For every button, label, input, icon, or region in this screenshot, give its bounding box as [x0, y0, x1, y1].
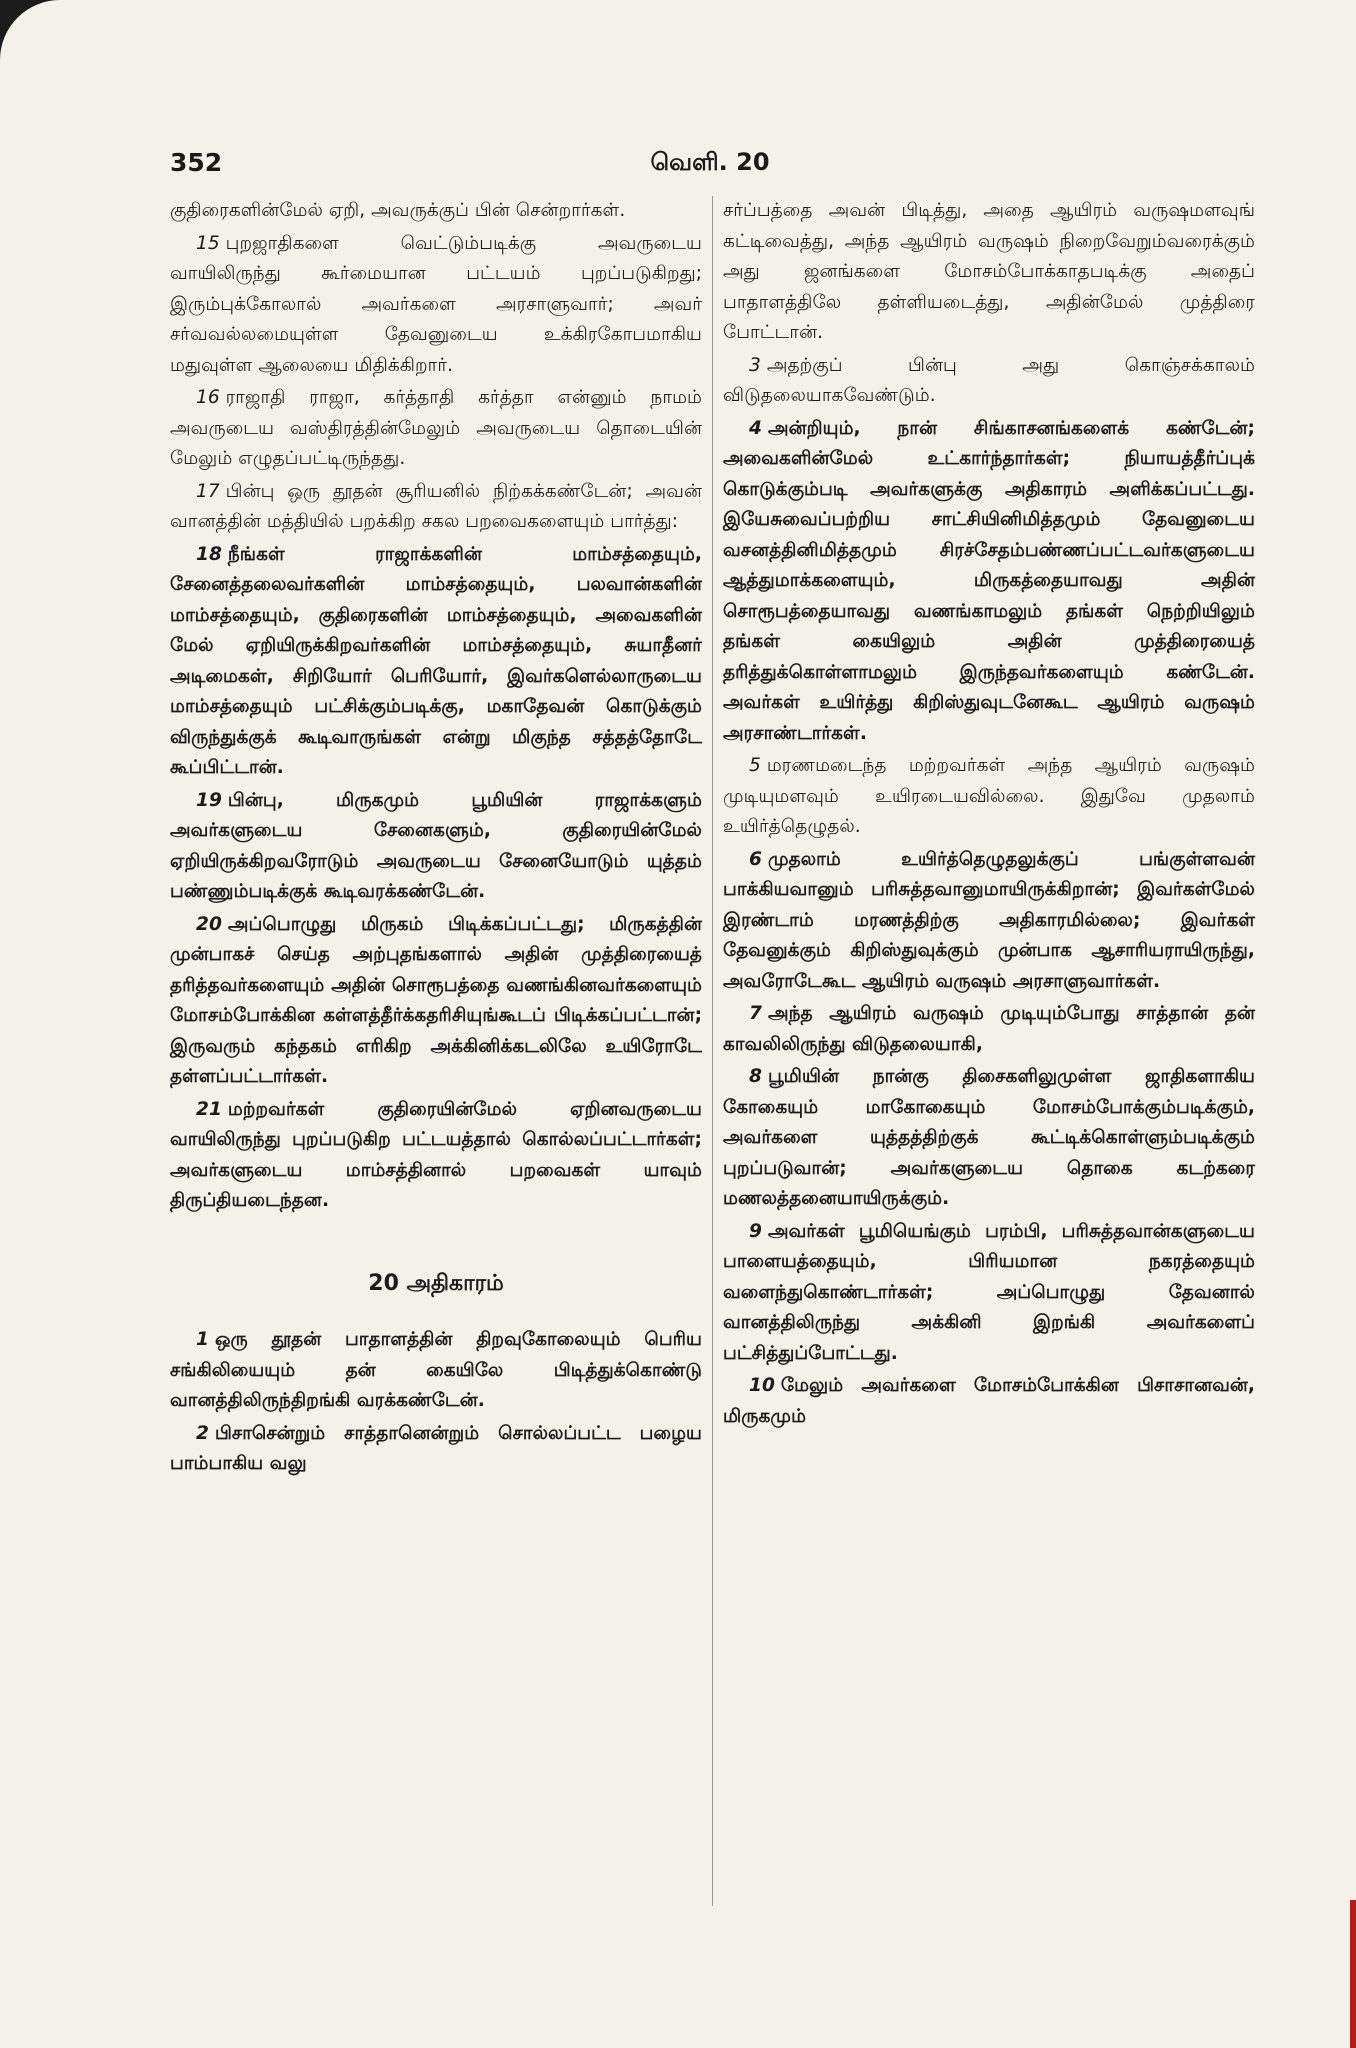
verse-paragraph	[723, 1217, 1255, 1370]
verse-text: அவர்கள் பூமியெங்கும் பரம்பி, பரிசுத்தவான்களுடைய பாளையத்தையும், பிரியமான நகரத்தையும் வளைந்துகொண்டார்கள்; அப்பொழுது தேவனால் வானத்திலிருந்து அக்கினி இறங்கி அவர்களைப் பட்சித்துப்போட்டது.	[723, 1220, 1255, 1364]
verse-text: பின்பு, மிருகமும் பூமியின் ராஜாக்களும் அவர்களுடைய சேனைகளும், குதிரையின்மேல் ஏறியிருக்கிறவரோடும் அவருடைய சேனையோடும் யுத்தம் பண்ணும்படிக்குக் கூடிவரக்கண்டேன்.	[170, 789, 702, 902]
page-number: 352	[170, 148, 223, 177]
verse-text: மரணமடைந்த மற்றவர்கள் அந்த ஆயிரம் வருஷம் முடியுமளவும் உயிரடையவில்லை. இதுவே முதலாம் உயிர்த்தெழுதல்.	[723, 755, 1255, 837]
verse-number: 21	[196, 1098, 222, 1120]
verse-text: ராஜாதி ராஜா, கர்த்தாதி கர்த்தா என்னும் நாமம் அவருடைய வஸ்திரத்தின்மேலும் அவருடைய தொடையின் மேலும் எழுதப்பட்டிருந்தது.	[170, 387, 702, 469]
verse-paragraph	[723, 751, 1255, 843]
verse-number: 6	[749, 848, 762, 870]
verse-text: மேலும் அவர்களை மோசம்போக்கின பிசாசானவன், மிருகமும்	[723, 1375, 1255, 1427]
verse-number: 2	[196, 1422, 209, 1444]
verse-number: 7	[749, 1003, 762, 1024]
verse-text: மற்றவர்கள் குதிரையின்மேல் ஏறினவருடைய வாயிலிருந்து புறப்படுகிற பட்டயத்தால் கொல்லப்பட்டார்கள்; அவர்களுடைய மாம்சத்தினால் பறவைகள் யாவும் திருப்தியடைந்தன.	[170, 1098, 702, 1211]
verse-paragraph	[723, 414, 1255, 750]
verse-number: 5	[749, 755, 761, 776]
chapter-title: 20 அதிகாரம்	[368, 1270, 504, 1296]
verse-text: முதலாம் உயிர்த்தெழுதலுக்குப் பங்குள்ளவன் பாக்கியவானும் பரிசுத்தவானுமாயிருக்கிறான்; இவர்கள்மேல் இரண்டாம் மரணத்திற்கு அதிகாரமில்லை; இவர்கள் தேவனுக்கும் கிறிஸ்துவுக்கும் முன்பாக ஆசாரியராயிருந்து, அவரோடேகூட ஆயிரம் வருஷம் அரசாளுவார்கள்.	[723, 848, 1255, 992]
verse-text: பூமியின் நான்கு திசைகளிலுமுள்ள ஜாதிகளாகிய கோகையும் மாகோகையும் மோசம்போக்கும்படிக்கும், அவர்களை யுத்தத்திற்குக் கூட்டிக்கொள்ளும்படிக்கும் புறப்படுவான்; அவர்களுடைய தொகை கடற்கரை மணலத்தனையாயிருக்கும்.	[723, 1066, 1255, 1209]
verse-text: அன்றியும், நான் சிங்காசனங்களைக் கண்டேன்; அவைகளின்மேல் உட்கார்ந்தார்கள்; நியாயத்தீர்ப்புக் கொடுக்கும்படி அவர்களுக்கு அதிகாரம் அளிக்கப்பட்டது. இயேசுவைப்பற்றிய சாட்சியினிமித்தமும் தேவனுடைய வசனத்தினிமித்தமும் சிரச்சேதம்பண்ணப்பட்டவர்களுடைய ஆத்துமாக்களையும், மிருகத்தையாவது அதின் சொரூபத்தையாவது வணங்காமலும் தங்கள் நெற்றியிலும் தங்கள் கையிலும் அதின் முத்திரையைத் தரித்துக்கொள்ளாமலும் இருந்தவர்களையும் கண்டேன். அவர்கள் உயிர்த்து கிறிஸ்துவுடனேகூட ஆயிரம் வருஷம் அரசாண்டார்கள்.	[723, 417, 1255, 744]
verse-number: 1	[196, 1329, 209, 1350]
verse-number: 15	[196, 232, 220, 254]
verse-text: அப்பொழுது மிருகம் பிடிக்கப்பட்டது; மிருகத்தின் முன்பாகச் செய்த அற்புதங்களால் அதின் முத்திரையைத் தரித்தவர்களையும் அதின் சொரூபத்தை வணங்கினவர்களையும் மோசம்போக்கின கள்ளத்தீர்க்கதரிசியுங்கூடப் பிடிக்கப்பட்டான்; இருவரும் கந்தகம் எரிகிற அக்கினிக்கடலிலே உயிரோடே தள்ளப்பட்டார்கள்.	[170, 913, 702, 1087]
verse-number: 9	[749, 1220, 762, 1242]
verse-text: பின்பு ஒரு தூதன் சூரியனில் நிற்கக்கண்டேன்; அவன் வானத்தின் மத்தியில் பறக்கிற சகல பறவைகளையும் பார்த்து:	[170, 480, 702, 532]
verse-paragraph	[170, 1095, 702, 1217]
verse-paragraph	[723, 845, 1255, 998]
verse-text: அதற்குப் பின்பு அது கொஞ்சக்காலம் விடுதலையாகவேண்டும்.	[723, 354, 1255, 406]
verse-text: குதிரைகளின்மேல் ஏறி, அவருக்குப் பின் சென்றார்கள்.	[170, 200, 626, 221]
verse-number: 4	[749, 417, 762, 439]
verse-paragraph	[723, 196, 1255, 349]
verse-text: நீங்கள் ராஜாக்களின் மாம்சத்தையும், சேனைத்தலைவர்களின் மாம்சத்தையும், பலவான்களின் மாம்சத்தையும், குதிரைகளின் மாம்சத்தையும், அவைகளின் மேல் ஏறியிருக்கிறவர்களின் மாம்சத்தையும், சுயாதீனர் அடிமைகள், சிறியோர் பெரியோர், இவர்களெல்லாருடைய மாம்சத்தையும் பட்சிக்கும்படிக்கு, மகாதேவன் கொடுக்கும் விருந்துக்குக் கூடிவாருங்கள் என்று மிகுந்த சத்தத்தோடே கூப்பிட்டான்.	[170, 543, 702, 778]
verse-paragraph	[723, 999, 1255, 1060]
verse-text: சர்ப்பத்தை அவன் பிடித்து, அதை ஆயிரம் வருஷமளவுங் கட்டிவைத்து, அந்த ஆயிரம் வருஷம் நிறைவேறும்வரைக்கும் அது ஜனங்களை மோசம்போக்காதபடிக்கு அதைப் பாதாளத்திலே தள்ளியடைத்து, அதின்மேல் முத்திரை போட்டான்.	[723, 200, 1255, 343]
verse-paragraph	[170, 1419, 702, 1480]
verse-number: 8	[749, 1066, 762, 1087]
book-edge-ribbon	[1350, 1900, 1356, 2048]
verse-text: ஒரு தூதன் பாதாளத்தின் திறவுகோலையும் பெரிய சங்கிலியையும் தன் கையிலே பிடித்துக்கொண்டு வானத்திலிருந்திறங்கி வரக்கண்டேன்.	[170, 1329, 702, 1411]
verse-text: அந்த ஆயிரம் வருஷம் முடியும்போது சாத்தான் தன் காவலிலிருந்து விடுதலையாகி,	[723, 1003, 1255, 1055]
verse-paragraph	[170, 229, 702, 382]
verse-paragraph	[723, 1371, 1255, 1432]
verse-text: புறஜாதிகளை வெட்டும்படிக்கு அவருடைய வாயிலிருந்து கூர்மையான பட்டயம் புறப்படுகிறது; இரும்புக்கோலால் அவர்களை அரசாளுவார்; அவர் சர்வவல்லமையுள்ள தேவனுடைய உக்கிரகோபமாகிய மதுவுள்ள ஆலையை மிதிக்கிறார்.	[170, 232, 702, 376]
verse-paragraph	[723, 351, 1255, 412]
page-header	[170, 148, 1250, 188]
verse-text: பிசாசென்றும் சாத்தானென்றும் சொல்லப்பட்ட பழைய பாம்பாகிய வலு	[170, 1422, 702, 1474]
right-column	[723, 196, 1255, 1434]
verse-number: 10	[749, 1375, 775, 1396]
verse-paragraph	[170, 540, 702, 784]
verse-number: 19	[196, 789, 222, 811]
verse-number: 3	[749, 354, 761, 376]
verse-paragraph	[170, 910, 702, 1093]
left-column	[170, 196, 702, 1482]
running-head: வெளி. 20	[650, 148, 770, 176]
verse-paragraph	[170, 383, 702, 475]
verse-paragraph	[170, 786, 702, 908]
verse-number: 16	[196, 387, 220, 408]
verse-paragraph	[170, 477, 702, 538]
verse-number: 17	[196, 480, 220, 502]
verse-number: 18	[196, 543, 222, 565]
verse-paragraph	[170, 1325, 702, 1417]
verse-paragraph	[170, 196, 702, 227]
verse-number: 20	[196, 913, 222, 935]
column-divider	[712, 196, 713, 1906]
verse-paragraph	[723, 1062, 1255, 1215]
